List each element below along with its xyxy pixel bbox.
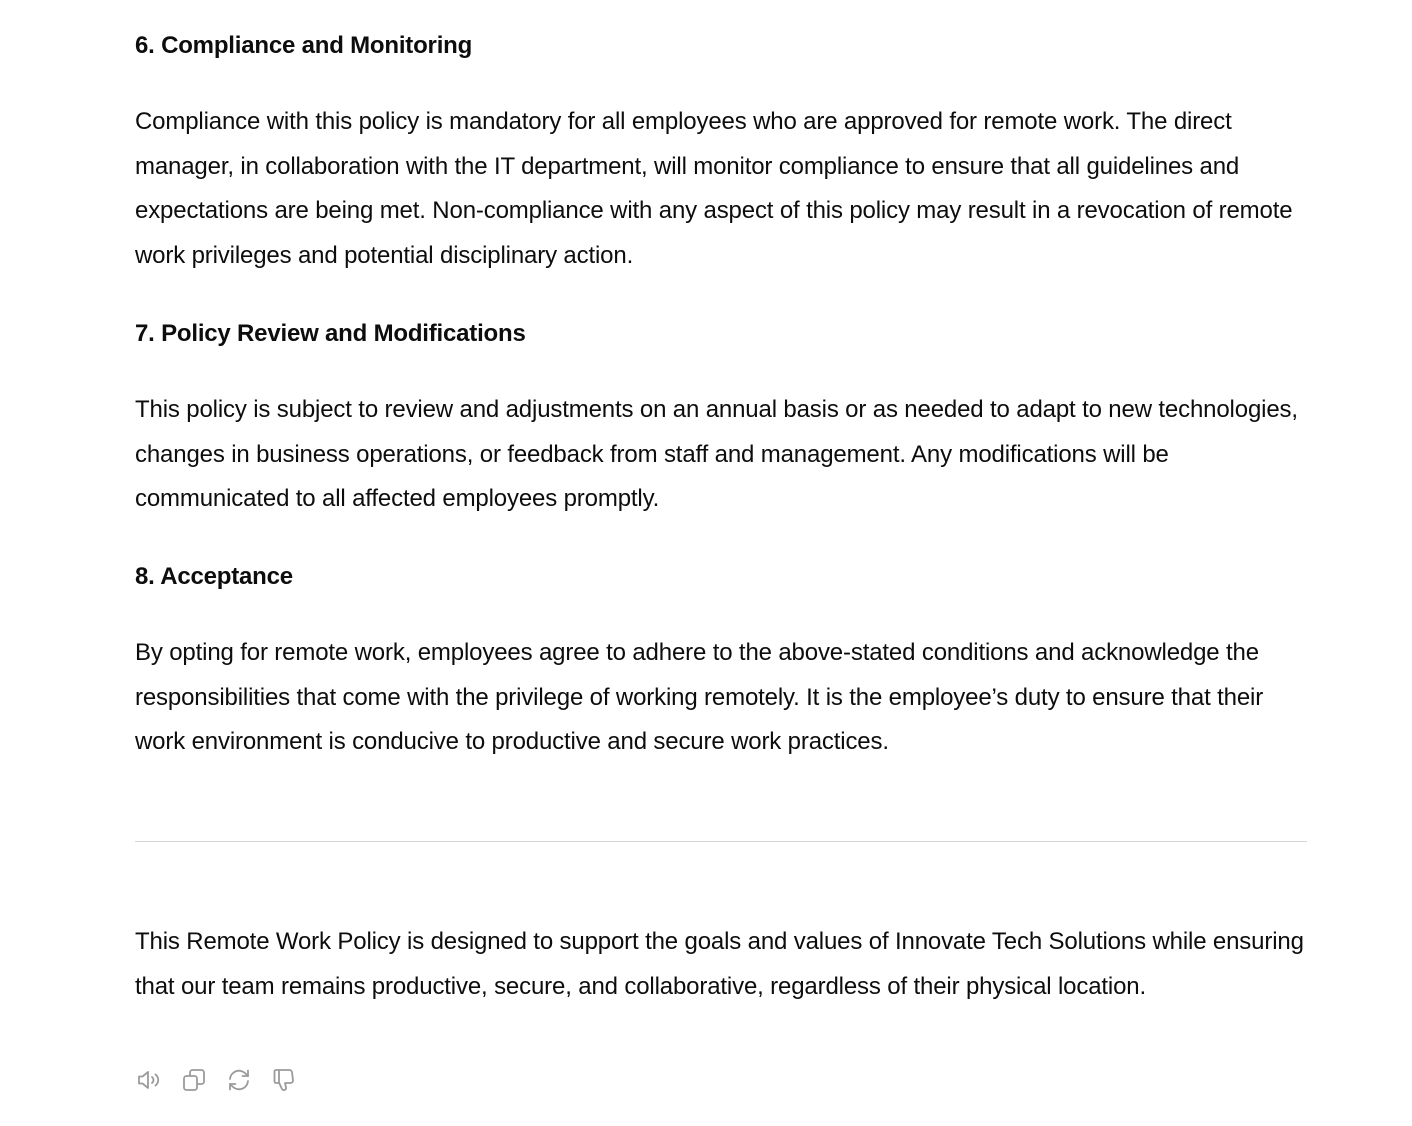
thumbs-down-icon — [270, 1066, 298, 1094]
regenerate-button[interactable] — [225, 1066, 253, 1094]
section-heading-compliance: 6. Compliance and Monitoring — [135, 32, 473, 59]
message-actions — [135, 1066, 298, 1094]
section-heading-policy-review: 7. Policy Review and Modifications — [135, 320, 526, 347]
section-body-policy-review: This policy is subject to review and adjustments on an annual basis or as needed to adapt to new technologies, changes in business operations, or feedback from staff and management. Any modifications will be communicated to all affected employees promptly. — [135, 396, 1298, 513]
copy-button[interactable] — [180, 1066, 208, 1094]
read-aloud-button[interactable] — [135, 1066, 163, 1094]
divider — [135, 841, 1307, 842]
regenerate-icon — [225, 1066, 253, 1094]
copy-icon — [180, 1066, 208, 1094]
thumbs-down-button[interactable] — [270, 1066, 298, 1094]
section-body-compliance: Compliance with this policy is mandatory for all employees who are approved for remote work. The direct manager, in collaboration with the IT department, will monitor compliance to ensure that all guidelines and expectations are being met. Non-compliance with any aspect of this policy may result in a revocation of remote work privileges and potential disciplinary action. — [135, 108, 1293, 270]
section-body-acceptance: By opting for remote work, employees agree to adhere to the above-stated conditions and acknowledge the responsibilities that come with the privilege of working remotely. It is the employee’s duty to ensure that their work environment is conducive to productive and secure work practices. — [135, 639, 1264, 756]
closing-paragraph: This Remote Work Policy is designed to support the goals and values of Innovate Tech Solutions while ensuring that our team remains productive, secure, and collaborative, regardless of their physical location. — [135, 928, 1304, 1000]
speaker-icon — [135, 1066, 163, 1094]
section-heading-acceptance: 8. Acceptance — [135, 563, 293, 590]
